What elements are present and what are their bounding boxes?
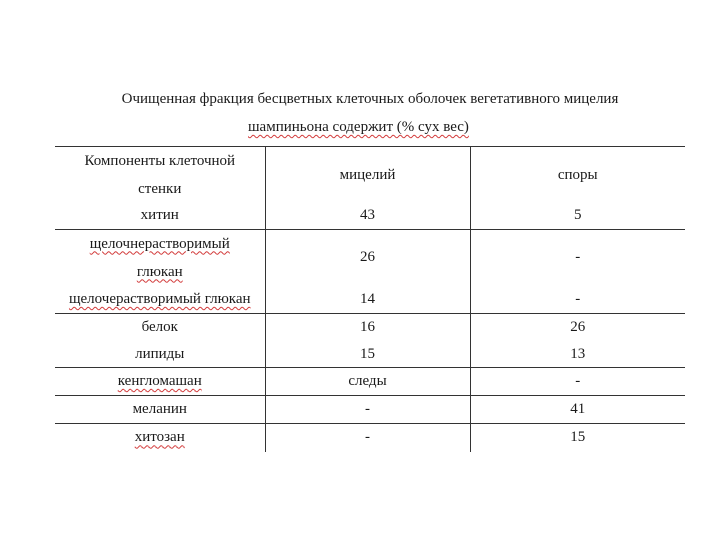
table-title-line-1: Очищенная фракция бесцветных клеточных оболочек вегетативного мицелия	[121, 91, 619, 107]
header-components: Компоненты клеточной стенки	[55, 147, 265, 204]
row-mycelium: следы	[265, 368, 470, 396]
row-mycelium: -	[265, 396, 470, 424]
row-spores: 5	[470, 203, 685, 229]
row-spores: 26	[470, 314, 685, 342]
table-row	[55, 424, 685, 452]
header-spores: споры	[470, 147, 685, 204]
row-spores: -	[470, 368, 685, 396]
table-row	[55, 342, 685, 368]
table-row	[55, 286, 685, 314]
row-spores: 15	[470, 424, 685, 452]
table-row	[55, 229, 685, 286]
row-name: кенгломашан	[55, 368, 265, 396]
row-mycelium: 26	[265, 229, 470, 286]
row-mycelium: -	[265, 424, 470, 452]
table-title-line-2: шампиньона содержит (% сух вес)	[248, 119, 469, 135]
row-name: белок	[55, 314, 265, 342]
table-row	[55, 314, 685, 342]
table-row	[55, 368, 685, 396]
row-spores: -	[470, 286, 685, 314]
row-spores: -	[470, 229, 685, 286]
header-mycelium: мицелий	[265, 147, 470, 204]
row-name: липиды	[135, 345, 185, 362]
row-mycelium: 15	[265, 342, 470, 368]
table-header-row	[55, 147, 685, 204]
row-name: щелочерастворимый глюкан	[68, 290, 251, 307]
table-row	[55, 396, 685, 424]
row-spores: 13	[470, 342, 685, 368]
row-name: щелочнерастворимый глюкан	[55, 229, 265, 286]
row-name: хитозан	[55, 424, 265, 452]
row-mycelium: 14	[265, 286, 470, 314]
row-mycelium: 43	[265, 203, 470, 229]
row-name: хитин	[140, 207, 179, 224]
table-row	[55, 203, 685, 229]
row-mycelium: 16	[265, 314, 470, 342]
row-spores: 41	[470, 396, 685, 424]
row-name: меланин	[55, 396, 265, 424]
composition-table	[55, 146, 685, 452]
